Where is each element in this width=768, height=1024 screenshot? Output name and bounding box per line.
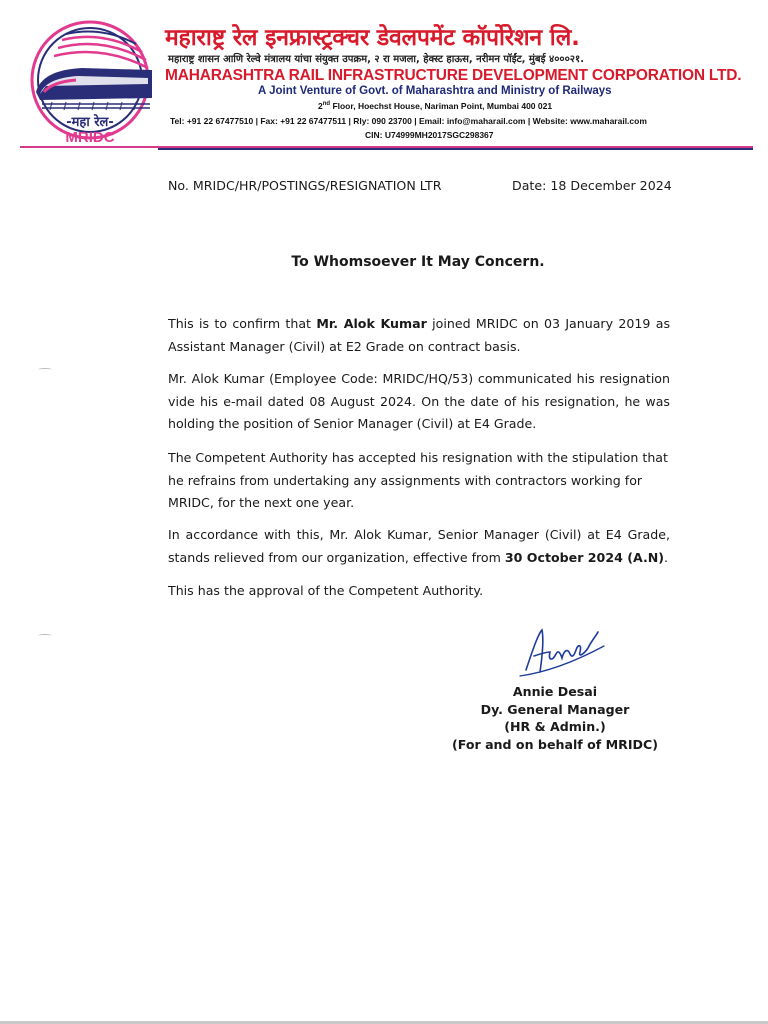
company-address	[318, 101, 552, 111]
company-subtitle-marathi: महाराष्ट्र शासन आणि रेल्वे मंत्रालय यांचा संयुक्त उपक्रम, २ रा मजला, हेक्स्ट हाऊस, नरीमन पॉईंट, मुंबई ४०००२१.	[168, 54, 585, 65]
logo-text-marathi: -महा रेल-	[66, 115, 114, 130]
scan-mark	[38, 634, 52, 637]
p1-text-a: This is to confirm that	[168, 316, 317, 331]
company-cin: CIN: U74999MH2017SGC298367	[365, 130, 494, 140]
mridc-logo	[22, 20, 158, 146]
relieving-date: 30 October 2024 (A.N)	[504, 549, 665, 565]
p4-text-c: .	[664, 549, 669, 565]
employee-name: Mr. Alok Kumar	[316, 316, 427, 331]
handwritten-signature	[518, 622, 608, 680]
company-name-english: MAHARASHTRA RAIL INFRASTRUCTURE DEVELOPMENT CORPORATION LTD.	[165, 67, 742, 84]
company-contact: Tel: +91 22 67477510 | Fax: +91 22 67477511 | Rly: 090 23700 | Email: info@maharail.com | Website: www.maharail.com	[170, 116, 647, 126]
signatory-name: Annie Desai	[512, 684, 598, 699]
paragraph-joining	[168, 313, 670, 358]
address-rest: Floor, Hoechst House, Nariman Point, Mumbai 400 021	[330, 101, 553, 111]
signatory-designation: Dy. General Manager	[480, 701, 630, 717]
address-floor-suffix: nd	[322, 101, 331, 108]
letter-title: To Whomsoever It May Concern.	[291, 254, 545, 270]
p4-text-a: In accordance with this, Mr. Alok Kumar, Senior Manager (Civil) at E4 Grade, stands relieved from our organization, effective from	[168, 527, 670, 565]
signatory-on-behalf: (For and on behalf of MRIDC)	[451, 736, 659, 752]
p1-text-c: joined MRIDC on 03 January 2019 as Assistant Manager (Civil) at E2 Grade on contract basis.	[168, 316, 670, 354]
letter-date: Date: 18 December 2024	[512, 178, 672, 193]
reference-number: No. MRIDC/HR/POSTINGS/RESIGNATION LTR	[168, 178, 442, 193]
company-name-marathi: महाराष्ट्र रेल इनफ्रास्ट्रक्चर डेवलपमेंट कॉर्पोरेशन लि.	[165, 25, 580, 51]
paragraph-relieving	[168, 524, 670, 569]
paragraph-approval: This has the approval of the Competent Authority.	[168, 583, 484, 598]
logo-text-english: MRIDC	[65, 129, 115, 146]
joint-venture-line: A Joint Venture of Govt. of Maharashtra and Ministry of Railways	[258, 85, 612, 97]
address-floor: 2	[318, 101, 323, 111]
scan-mark	[38, 368, 52, 371]
letterhead-divider-navy	[158, 148, 753, 150]
signatory-block	[400, 683, 710, 753]
paragraph-stipulation: The Competent Authority has accepted his resignation with the stipulation that he refrains from undertaking any assignments with contractors working for MRIDC, for the next one year.	[168, 450, 668, 510]
signatory-department: (HR & Admin.)	[504, 719, 606, 734]
paragraph-resignation: Mr. Alok Kumar (Employee Code: MRIDC/HQ/53) communicated his resignation vide his e-mail dated 08 August 2024. On the date of his resignation, he was holding the position of Senior Manager (Civil) at E4 Grade.	[168, 371, 670, 431]
